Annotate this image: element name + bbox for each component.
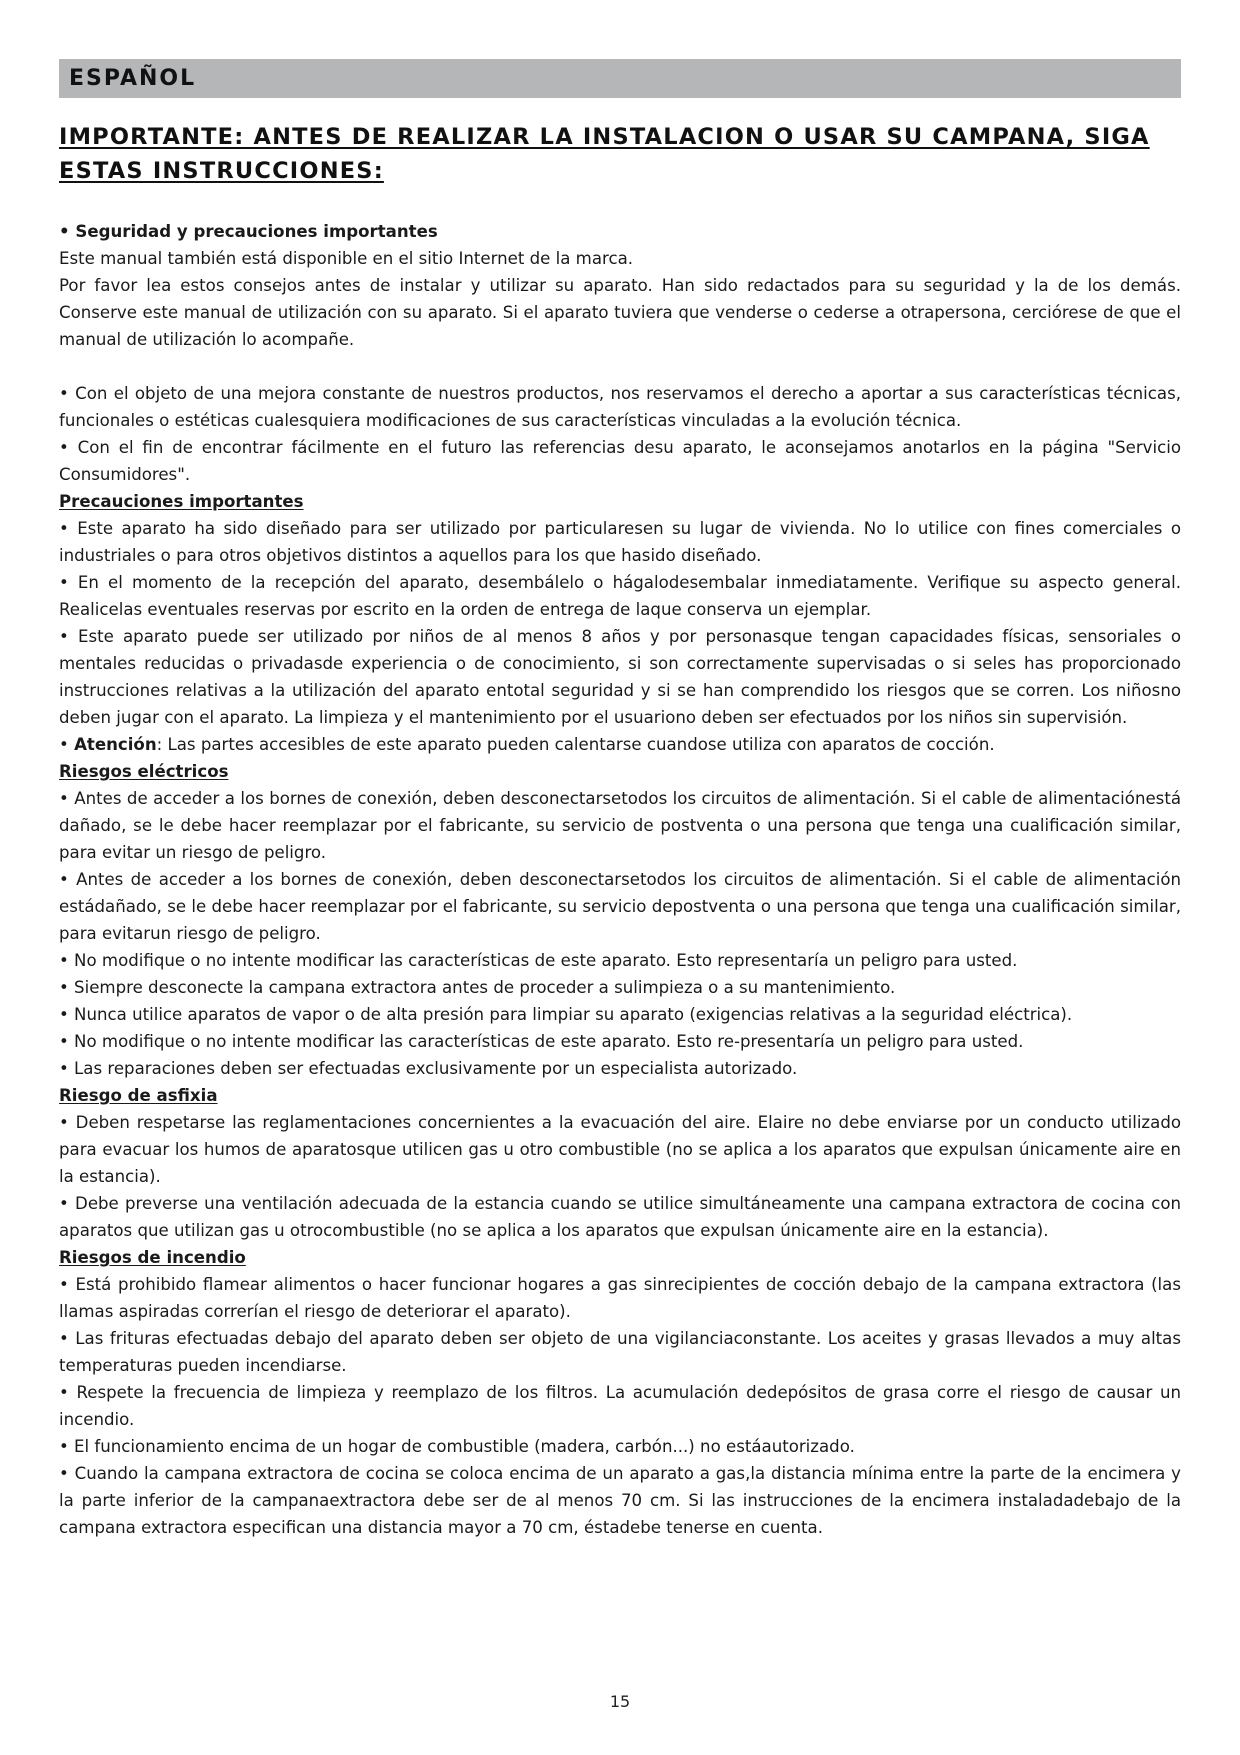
fire-item: • Las frituras efectuadas debajo del aparato deben ser objeto de una vigilanciaconstante. Los aceites y grasas llevados a muy altas temperaturas pueden incendiarse. bbox=[59, 1329, 1181, 1375]
asphyxia-item: • Deben respetarse las reglamentaciones concernientes a la evacuación del aire. Elaire no debe enviarse por un conducto utilizado para evacuar los humos de aparatosque utilicen gas u otro combustible (no se aplica a los aparatos que expulsan únicamente aire en la estancia). bbox=[59, 1113, 1181, 1186]
precaution-item: • Este aparato ha sido diseñado para ser utilizado por particularesen su lugar de vivienda. No lo utilice con fines comerciales o industriales o para otros objetivos distintos a aquellos para los que hasido diseñado. bbox=[59, 519, 1181, 565]
intro-paragraph: Este manual también está disponible en el sitio Internet de la marca. bbox=[59, 249, 634, 268]
section-heading-fire: Riesgos de incendio bbox=[59, 1248, 246, 1267]
asphyxia-item: • Debe preverse una ventilación adecuada de la estancia cuando se utilice simultáneamente una campana extractora de cocina con aparatos que utilizan gas u otrocombustible (no se aplica a los aparatos que expulsan únicamente aire en la estancia). bbox=[59, 1194, 1181, 1240]
section-heading-precautions: Precauciones importantes bbox=[59, 492, 304, 511]
electrical-item: • Antes de acceder a los bornes de conexión, deben desconectarsetodos los circuitos de alimentación. Si el cable de alimentaciónestá dañado, se le debe hacer reemplazar por el fabricante, su servicio de postventa o una persona que tenga una cualificación similar, para evitar un riesgo de peligro. bbox=[59, 789, 1181, 862]
spacer bbox=[59, 353, 1181, 380]
electrical-item: • Nunca utilice aparatos de vapor o de alta presión para limpiar su aparato (exigencias relativas a la seguridad eléctrica). bbox=[59, 1005, 1073, 1024]
language-bar: ESPAÑOL bbox=[59, 59, 1181, 98]
general-paragraph: • Con el objeto de una mejora constante de nuestros productos, nos reservamos el derecho a aportar a sus características técnicas, funcionales o estéticas cualesquiera modificaciones de sus características vinculadas a la evolución técnica. bbox=[59, 384, 1181, 430]
attention-label: Atención bbox=[74, 735, 157, 754]
fire-item: • El funcionamiento encima de un hogar de combustible (madera, carbón...) no estáautorizado. bbox=[59, 1437, 855, 1456]
fire-item: • Está prohibido flamear alimentos o hacer funcionar hogares a gas sinrecipientes de cocción debajo de la campana extractora (las llamas aspiradas correrían el riesgo de deteriorar el aparato). bbox=[59, 1275, 1181, 1321]
manual-page bbox=[59, 59, 1181, 1541]
section-heading-asphyxia: Riesgo de asfixia bbox=[59, 1086, 218, 1105]
page-number: 15 bbox=[609, 1692, 631, 1711]
safety-heading: • Seguridad y precauciones importantes bbox=[59, 222, 438, 241]
precaution-item: • En el momento de la recepción del aparato, desembálelo o hágalodesembalar inmediatamente. Verifique su aspecto general. Realicelas eventuales reservas por escrito en la orden de entrega de laque conserva un ejemplar. bbox=[59, 573, 1181, 619]
page-title: IMPORTANTE: ANTES DE REALIZAR LA INSTALACION O USAR SU CAMPANA, SIGA ESTAS INSTRUCCIONES: bbox=[59, 124, 1150, 184]
fire-item: • Respete la frecuencia de limpieza y reemplazo de los filtros. La acumulación dedepósitos de grasa corre el riesgo de causar un incendio. bbox=[59, 1383, 1181, 1429]
fire-item: • Cuando la campana extractora de cocina se coloca encima de un aparato a gas,la distancia mínima entre la parte de la encimera y la parte inferior de la campanaextractora debe ser de al menos 70 cm. Si las instrucciones de la encimera instaladadebajo de la campana extractora especifican una distancia mayor a 70 cm, éstadebe tenerse en cuenta. bbox=[59, 1464, 1181, 1537]
electrical-item: • Siempre desconecte la campana extractora antes de proceder a sulimpieza o a su mantenimiento. bbox=[59, 978, 896, 997]
content-body bbox=[59, 218, 1181, 1541]
general-paragraph: • Con el fin de encontrar fácilmente en el futuro las referencias desu aparato, le aconsejamos anotarlos en la página "Servicio Consumidores". bbox=[59, 438, 1181, 484]
attention-item bbox=[59, 731, 1181, 758]
electrical-item: • Las reparaciones deben ser efectuadas exclusivamente por un especialista autorizado. bbox=[59, 1059, 798, 1078]
attention-bullet: • bbox=[59, 735, 75, 754]
electrical-item: • Antes de acceder a los bornes de conexión, deben desconectarsetodos los circuitos de alimentación. Si el cable de alimentación estádañado, se le debe hacer reemplazar por el fabricante, su servicio depostventa o una persona que tenga una cualificación similar, para evitarun riesgo de peligro. bbox=[59, 870, 1181, 943]
attention-text: : Las partes accesibles de este aparato pueden calentarse cuandose utiliza con aparatos de cocción. bbox=[156, 735, 995, 754]
section-heading-electrical: Riesgos eléctricos bbox=[59, 762, 229, 781]
precaution-item: • Este aparato puede ser utilizado por niños de al menos 8 años y por personasque tengan capacidades físicas, sensoriales o mentales reducidas o privadasde experiencia o de conocimiento, si son correctamente supervisadas o si seles has proporcionado instrucciones relativas a la utilización del aparato entotal seguridad y si se han comprendido los riesgos que se corren. Los niñosno deben jugar con el aparato. La limpieza y el mantenimiento por el usuariono deben ser efectuados por los niños sin supervisión. bbox=[59, 627, 1181, 727]
intro-paragraph: Por favor lea estos consejos antes de instalar y utilizar su aparato. Han sido redactados para su seguridad y la de los demás. Conserve este manual de utilización con su aparato. Si el aparato tuviera que venderse o cederse a otrapersona, cerciórese de que el manual de utilización lo acompañe. bbox=[59, 276, 1181, 349]
electrical-item: • No modifique o no intente modificar las características de este aparato. Esto re-presentaría un peligro para usted. bbox=[59, 1032, 1024, 1051]
electrical-item: • No modifique o no intente modificar las características de este aparato. Esto representaría un peligro para usted. bbox=[59, 951, 1018, 970]
